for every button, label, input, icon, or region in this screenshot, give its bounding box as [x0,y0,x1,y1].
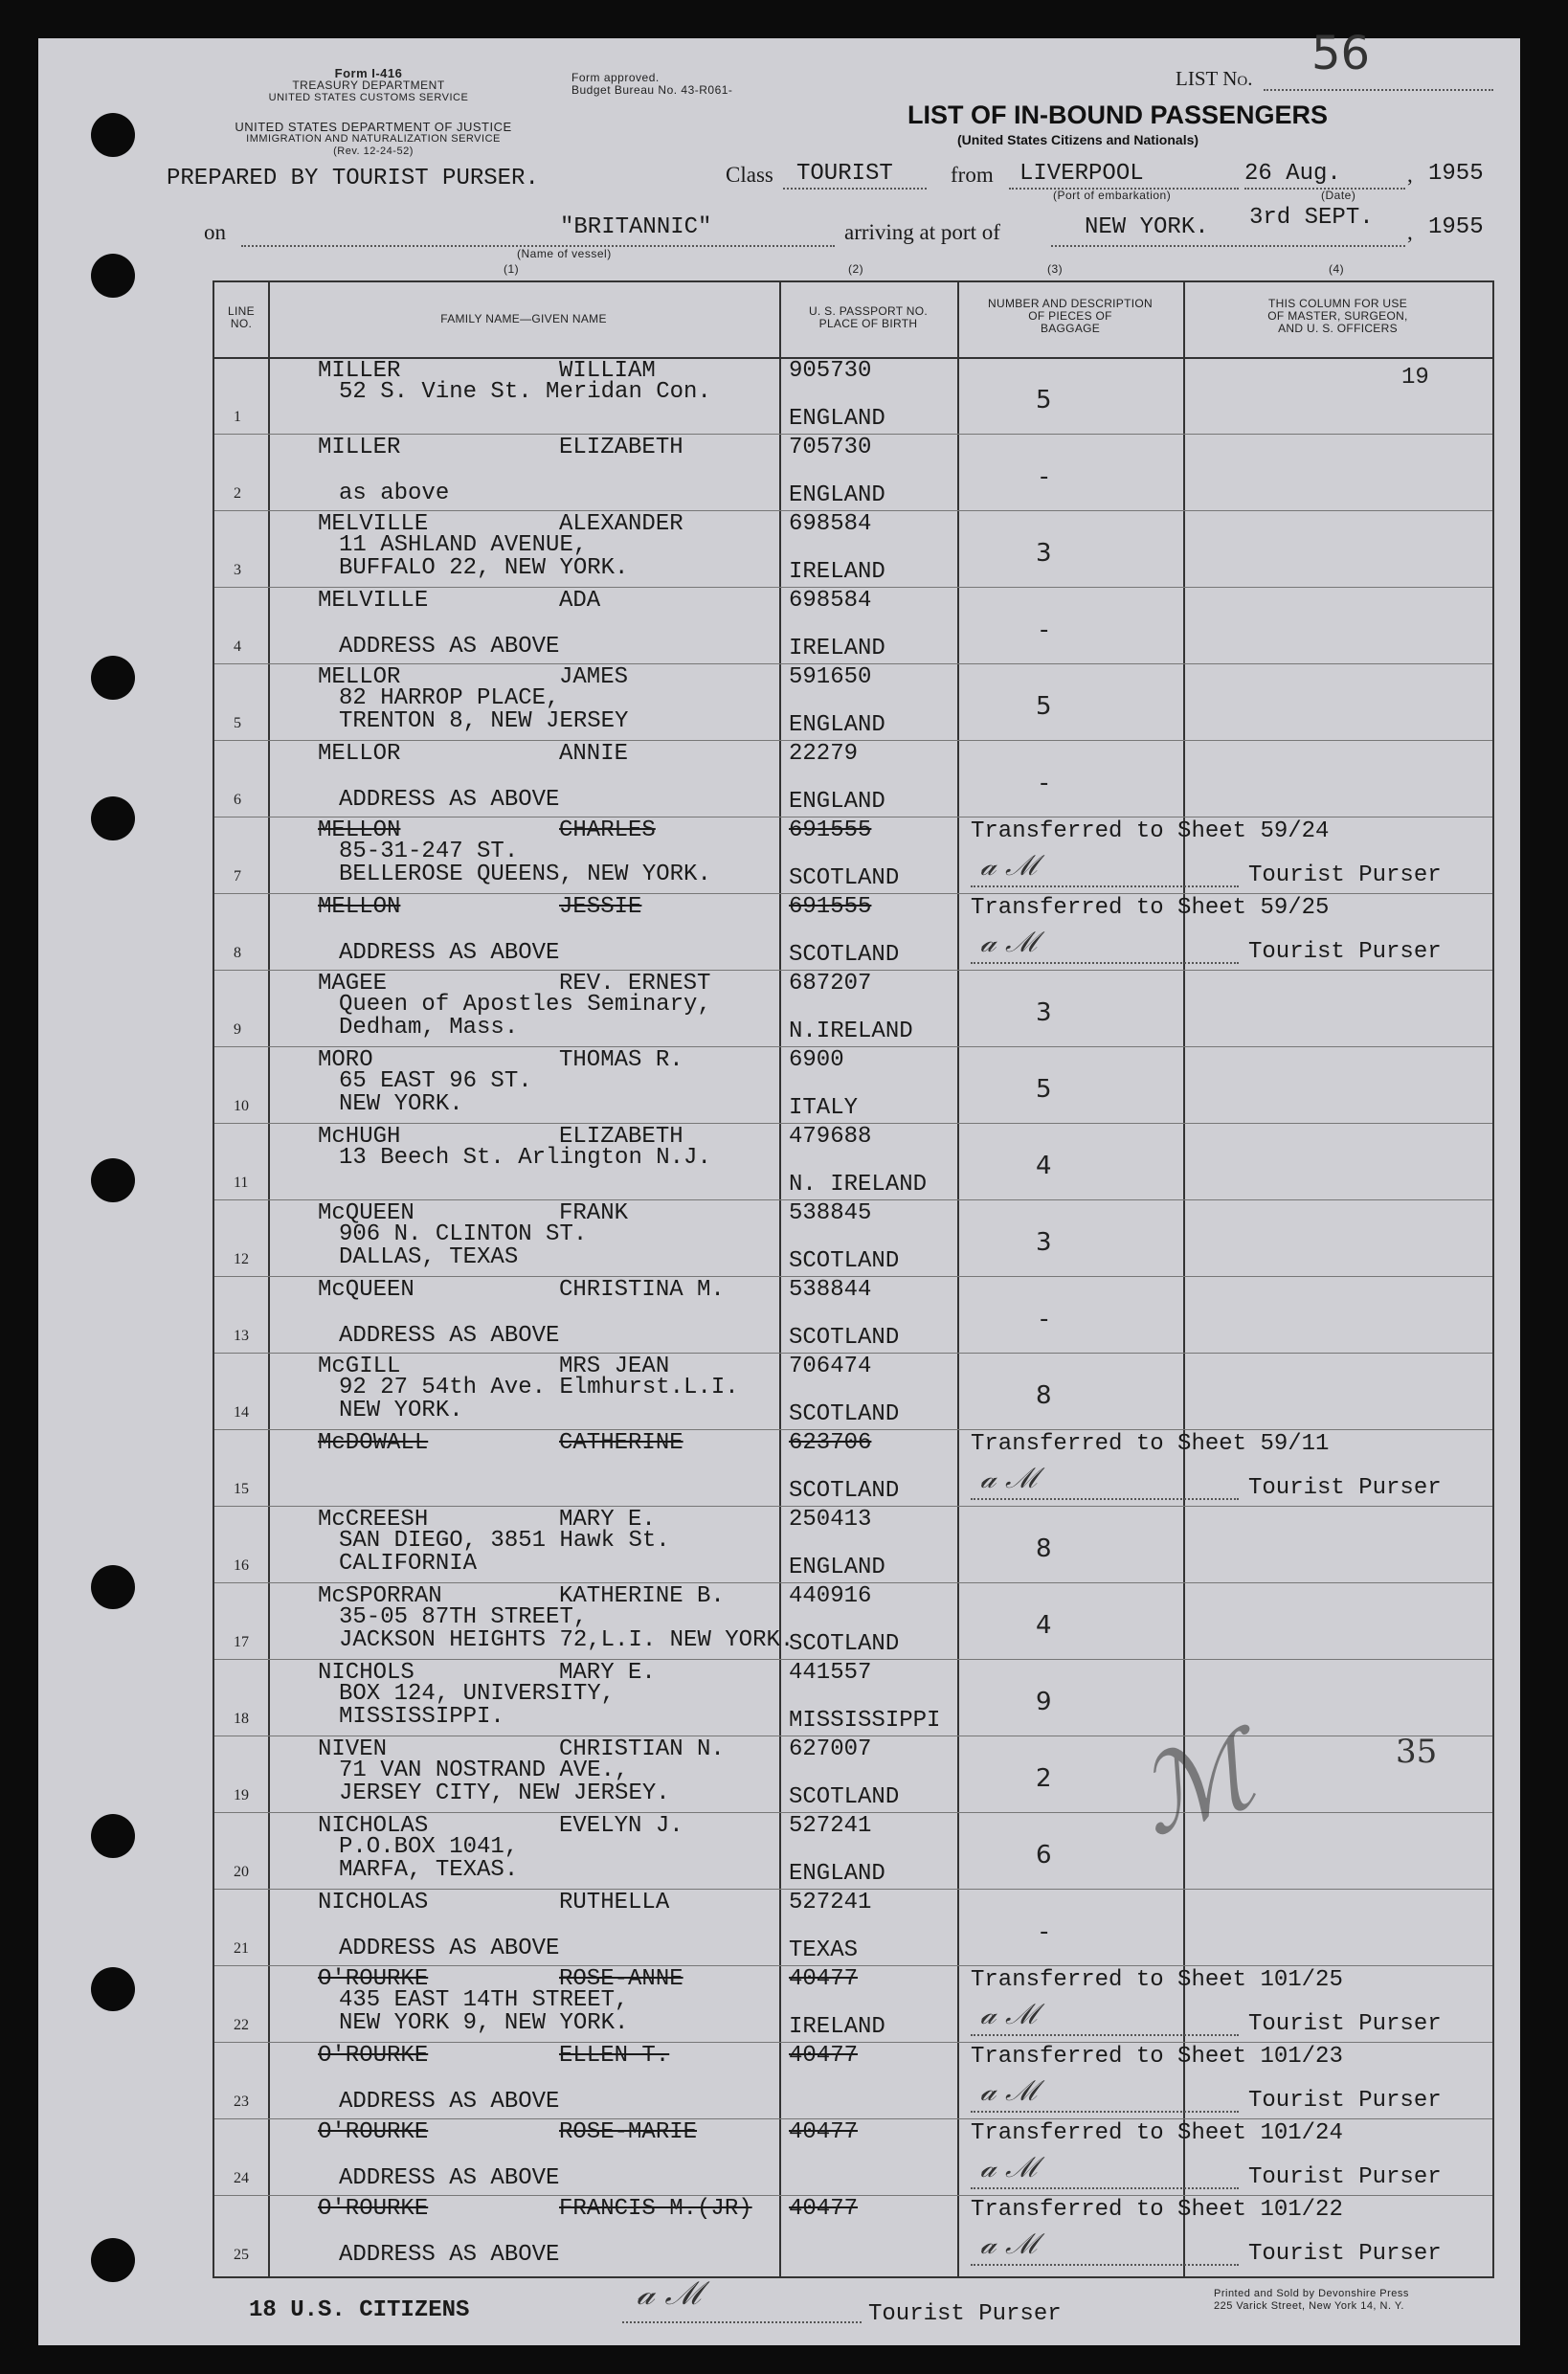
family-name: McQUEEN [318,1200,414,1226]
given-name: ROSE-MARIE [559,2119,698,2145]
given-name: WILLIAM [559,358,656,384]
passport-number: 591650 [789,664,872,690]
form-id: Form I-416 [334,66,403,80]
place-of-birth: SCOTLAND [789,865,900,891]
given-name: RUTHELLA [559,1890,670,1915]
col-divider [779,282,781,2276]
given-name: ROSE-ANNE [559,1966,683,1992]
line-number: 3 [234,562,241,578]
place-of-birth: MISSISSIPPI [789,1708,941,1734]
vessel-name: "BRITANNIC" [560,214,712,240]
passport-number: 705730 [789,435,872,460]
form-approved: Form approved. [571,71,660,84]
revision-date: (Rev. 12-24-52) [333,146,414,157]
passport-number: 623706 [789,1430,872,1456]
col-divider [268,282,270,2276]
given-name: KATHERINE B. [559,1583,725,1609]
purser-label: Tourist Purser [1248,939,1442,965]
departure-date: 26 Aug. [1244,161,1341,187]
family-name: MELLOR [318,664,401,690]
passport-number: 441557 [789,1660,872,1686]
passport-number: 250413 [789,1507,872,1533]
binder-hole [91,113,135,157]
place-of-birth: ENGLAND [789,789,885,815]
family-name: MELLON [318,894,401,920]
place-of-birth: SCOTLAND [789,1248,900,1274]
printer-line-1: Printed and Sold by Devonshire Press [1214,2288,1409,2299]
binder-hole [91,2238,135,2282]
col-number-4: (4) [1329,262,1345,276]
address-line: DALLAS, TEXAS [339,1244,519,1270]
line-number: 9 [234,1021,241,1038]
family-name: MILLER [318,358,401,384]
line-number: 25 [234,2247,249,2263]
place-of-birth: ENGLAND [789,482,885,508]
transfer-note: Transferred to Sheet 59/11 [971,1431,1330,1457]
address-line: P.O.BOX 1041, [339,1834,519,1860]
line-number: 17 [234,1634,249,1650]
line-number: 2 [234,485,241,502]
arrival-date: 3rd SEPT. [1249,205,1374,231]
purser-label: Tourist Purser [1248,2164,1442,2190]
purser-signature-line [971,885,1239,887]
line-number: 8 [234,945,241,961]
address-line: 65 EAST 96 ST. [339,1068,532,1094]
vessel-caption: (Name of vessel) [517,247,612,260]
given-name: CHARLES [559,817,656,843]
line-number: 16 [234,1557,249,1574]
header-passport: U. S. PASSPORT NO. PLACE OF BIRTH [808,304,929,330]
class-value: TOURIST [796,161,893,187]
line-number: 13 [234,1328,249,1344]
handwritten-signature: ℳ [1123,1708,1268,1861]
passenger-table [213,280,1494,2278]
purser-signature-line [971,962,1239,964]
place-of-birth: SCOTLAND [789,1784,900,1810]
binder-hole [91,656,135,700]
line-number: 21 [234,1940,249,1957]
passport-number: 691555 [789,817,872,843]
given-name: ALEXANDER [559,511,683,537]
line-number: 23 [234,2094,249,2110]
baggage-count: 5 [1036,692,1052,721]
binder-hole [91,796,135,840]
baggage-count: 3 [1036,998,1052,1027]
line-number: 15 [234,1481,249,1497]
baggage-count: 4 [1036,1611,1052,1640]
binder-hole [91,254,135,298]
col-number-1: (1) [504,262,520,276]
treasury-dept: TREASURY DEPARTMENT [292,78,445,92]
given-name: ELLEN T. [559,2043,670,2069]
address-line: ADDRESS AS ABOVE [339,1936,560,1961]
transfer-note: Transferred to Sheet 101/24 [971,2120,1343,2146]
purser-signature-line [971,2187,1239,2189]
purser-signature-line [971,2034,1239,2036]
address-line: ADDRESS AS ABOVE [339,634,560,660]
date-caption: (Date) [1321,189,1356,202]
purser-label: Tourist Purser [1248,2088,1442,2114]
doj-title: UNITED STATES DEPARTMENT OF JUSTICE [235,120,512,134]
family-name: MELLON [318,817,401,843]
passport-number: 6900 [789,1047,844,1073]
address-line: 71 VAN NOSTRAND AVE., [339,1758,629,1783]
purser-label: Tourist Purser [1248,1475,1442,1501]
address-line: TRENTON 8, NEW JERSEY [339,708,629,734]
given-name: ELIZABETH [559,435,683,460]
ins-title: IMMIGRATION AND NATURALIZATION SERVICE [246,133,501,145]
address-line: as above [339,481,450,506]
departure-year: 1955 [1428,161,1484,187]
line-number: 4 [234,638,241,655]
year2-comma: , [1407,220,1413,244]
family-name: MAGEE [318,971,388,997]
family-name: McHUGH [318,1124,401,1150]
purser-label: Tourist Purser [1248,862,1442,888]
form-header-left [230,67,507,104]
passport-number: 687207 [789,971,872,997]
place-of-birth: ENGLAND [789,406,885,432]
line-number: 12 [234,1251,249,1267]
binder-hole [91,1814,135,1858]
given-name: ELIZABETH [559,1124,683,1150]
baggage-count: 6 [1036,1841,1052,1870]
budget-bureau: Budget Bureau No. 43-R061- [571,83,733,97]
family-name: MORO [318,1047,373,1073]
address-line: NEW YORK. [339,1398,463,1423]
line-number: 20 [234,1864,249,1880]
given-name: ADA [559,588,601,614]
passport-number: 698584 [789,511,872,537]
family-name: McCREESH [318,1507,429,1533]
given-name: MRS JEAN [559,1354,670,1379]
line-number: 19 [234,1787,249,1803]
place-of-birth: SCOTLAND [789,1325,900,1351]
address-line: ADDRESS AS ABOVE [339,2165,560,2191]
passport-number: 40477 [789,2119,859,2145]
given-name: MARY E. [559,1507,656,1533]
address-line: ADDRESS AS ABOVE [339,2089,560,2115]
place-of-birth: ENGLAND [789,712,885,738]
passport-number: 538844 [789,1277,872,1303]
from-label: from [951,163,994,187]
place-of-birth: N.IRELAND [789,1019,913,1044]
address-line: ADDRESS AS ABOVE [339,2242,560,2268]
baggage-count: 2 [1036,1764,1052,1793]
given-name: JESSIE [559,894,642,920]
family-name: O'ROURKE [318,1966,429,1992]
line-number: 22 [234,2017,249,2033]
line-number: 24 [234,2170,249,2186]
line-number: 11 [234,1175,249,1191]
transfer-note: Transferred to Sheet 59/24 [971,818,1330,844]
form-approval [571,72,732,97]
prepared-by: PREPARED BY TOURIST PURSER. [167,166,539,191]
passport-number: 527241 [789,1813,872,1839]
baggage-count: - [1040,1305,1049,1333]
baggage-count: - [1040,769,1049,797]
address-line: Dedham, Mass. [339,1015,519,1041]
on-label: on [204,220,226,244]
family-name: O'ROURKE [318,2119,429,2145]
place-of-birth: SCOTLAND [789,1631,900,1657]
family-name: MELVILLE [318,588,429,614]
address-line: MISSISSIPPI. [339,1704,504,1730]
line-number: 10 [234,1098,249,1114]
family-name: NICHOLAS [318,1890,429,1915]
arrival-line [1051,245,1405,247]
passport-number: 479688 [789,1124,872,1150]
purser-signature: 𝒶 ℳ [980,1462,1038,1495]
given-name: REV. ERNEST [559,971,711,997]
passport-number: 627007 [789,1736,872,1762]
address-line: 11 ASHLAND AVENUE, [339,532,588,558]
place-of-birth: ENGLAND [789,1861,885,1887]
line-number: 14 [234,1404,249,1421]
baggage-count: 8 [1036,1534,1052,1563]
family-name: McGILL [318,1354,401,1379]
arrival-year: 1955 [1428,214,1484,240]
address-line: 35-05 87TH STREET, [339,1604,588,1630]
line-number: 5 [234,715,241,731]
baggage-count: 4 [1036,1152,1052,1180]
baggage-count: 8 [1036,1381,1052,1410]
line-number: 1 [234,409,241,425]
family-name: McDOWALL [318,1430,429,1456]
place-of-birth: SCOTLAND [789,1478,900,1504]
passport-number: 527241 [789,1890,872,1915]
place-of-birth: IRELAND [789,636,885,661]
passport-number: 22279 [789,741,859,767]
purser-signature: 𝒶 ℳ [980,2151,1038,2184]
address-line: BELLEROSE QUEENS, NEW YORK. [339,862,711,887]
baggage-count: 3 [1036,1228,1052,1257]
given-name: THOMAS R. [559,1047,683,1073]
header-officers: THIS COLUMN FOR USE OF MASTER, SURGEON, AND U. S. OFFICERS [1267,297,1408,335]
given-name: EVELYN J. [559,1813,683,1839]
printer-imprint [1214,2288,1409,2313]
family-name: NIVEN [318,1736,388,1762]
passport-number: 40477 [789,1966,859,1992]
footer-purser: Tourist Purser [868,2301,1062,2327]
address-line: 13 Beech St. Arlington N.J. [339,1145,711,1171]
baggage-count: - [1040,462,1049,491]
line-number: 18 [234,1711,249,1727]
purser-signature: 𝒶 ℳ [980,2228,1038,2261]
passport-number: 706474 [789,1354,872,1379]
col-divider [957,282,959,2276]
address-line: ADDRESS AS ABOVE [339,787,560,813]
given-name: CATHERINE [559,1430,683,1456]
purser-signature: 𝒶 ℳ [637,2274,702,2313]
address-line: CALIFORNIA [339,1551,478,1577]
arrival-port: NEW YORK. [1085,214,1209,240]
margin-note: 35 [1396,1733,1438,1771]
given-name: JAMES [559,664,629,690]
purser-signature: 𝒶 ℳ [980,926,1038,959]
place-of-birth: IRELAND [789,2014,885,2040]
family-name: MELLOR [318,741,401,767]
sheet-number: 56 [1311,27,1371,80]
given-name: MARY E. [559,1660,656,1686]
header-line-no: LINE NO. [228,304,255,330]
address-line: 435 EAST 14TH STREET, [339,1987,629,2013]
place-of-birth: IRELAND [789,559,885,585]
arriving-label: arriving at port of [844,220,1000,244]
address-line: BOX 124, UNIVERSITY, [339,1681,616,1707]
family-name: O'ROURKE [318,2196,429,2222]
place-of-birth: ITALY [789,1095,859,1121]
list-no-label: LIST No. [1176,67,1253,90]
family-name: MILLER [318,435,401,460]
baggage-count: - [1040,616,1049,644]
place-of-birth: TEXAS [789,1937,859,1963]
baggage-count: 3 [1036,539,1052,568]
list-no-line [1264,89,1493,91]
address-line: ADDRESS AS ABOVE [339,940,560,966]
purser-label: Tourist Purser [1248,2011,1442,2037]
place-of-birth: SCOTLAND [789,1401,900,1427]
list-title: LIST OF IN-BOUND PASSENGERS [907,101,1329,129]
baggage-count: 5 [1036,1075,1052,1104]
line-number: 6 [234,792,241,808]
family-name: O'ROURKE [318,2043,429,2069]
class-label: Class [726,163,773,187]
line-number: 7 [234,868,241,885]
purser-signature-line [971,1498,1239,1500]
header-baggage: NUMBER AND DESCRIPTION OF PIECES OF BAGGAGE [988,297,1153,335]
purser-line [622,2321,862,2323]
family-name: NICHOLAS [318,1813,429,1839]
family-name: McQUEEN [318,1277,414,1303]
binder-hole [91,1565,135,1609]
family-name: NICHOLS [318,1660,414,1686]
col-number-2: (2) [848,262,864,276]
address-line: 85-31-247 ST. [339,839,519,864]
year-comma: , [1407,163,1413,187]
col-number-3: (3) [1047,262,1064,276]
given-name: CHRISTIAN N. [559,1736,725,1762]
address-line: Queen of Apostles Seminary, [339,992,711,1018]
transfer-note: Transferred to Sheet 101/23 [971,2044,1343,2070]
passport-number: 40477 [789,2043,859,2069]
address-line: 82 HARROP PLACE, [339,685,560,711]
place-of-birth: SCOTLAND [789,942,900,968]
binder-hole [91,1158,135,1202]
port-caption: (Port of embarkation) [1053,189,1172,202]
printer-line-2: 225 Varick Street, New York 14, N. Y. [1214,2300,1404,2312]
passport-number: 440916 [789,1583,872,1609]
header-name: FAMILY NAME—GIVEN NAME [440,312,607,325]
transfer-note: Transferred to Sheet 59/25 [971,895,1330,921]
purser-signature: 𝒶 ℳ [980,1998,1038,2031]
place-of-birth: ENGLAND [789,1555,885,1580]
passport-number: 698584 [789,588,872,614]
row-divider [214,1046,1492,1047]
transfer-note: Transferred to Sheet 101/22 [971,2197,1343,2223]
family-name: MELVILLE [318,511,429,537]
address-line: NEW YORK 9, NEW YORK. [339,2010,629,2036]
citizens-count: 18 U.S. CITIZENS [249,2297,470,2323]
address-line: SAN DIEGO, 3851 Hawk St. [339,1528,670,1554]
address-line: MARFA, TEXAS. [339,1857,519,1883]
class-line [783,188,927,190]
baggage-count: 5 [1036,386,1052,414]
address-line: BUFFALO 22, NEW YORK. [339,555,629,581]
address-line: JERSEY CITY, NEW JERSEY. [339,1780,670,1806]
passport-number: 905730 [789,358,872,384]
purser-signature-line [971,2264,1239,2266]
given-name: CHRISTINA M. [559,1277,725,1303]
purser-signature: 𝒶 ℳ [980,849,1038,883]
passport-number: 538845 [789,1200,872,1226]
address-line: 52 S. Vine St. Meridan Con. [339,379,711,405]
doj-block [196,121,550,158]
baggage-count: 9 [1036,1688,1052,1716]
transfer-note: Transferred to Sheet 101/25 [971,1967,1343,1993]
list-subtitle: (United States Citizens and Nationals) [957,132,1199,147]
given-name: FRANCIS M.(JR) [559,2196,752,2222]
address-line: 92 27 54th Ave. Elmhurst.L.I. [339,1375,739,1400]
officer-note: 19 [1401,365,1429,391]
baggage-count: - [1040,1917,1049,1946]
family-name: McSPORRAN [318,1583,442,1609]
given-name: FRANK [559,1200,629,1226]
address-line: 906 N. CLINTON ST. [339,1221,588,1247]
purser-label: Tourist Purser [1248,2241,1442,2267]
purser-signature: 𝒶 ℳ [980,2074,1038,2108]
customs-service: UNITED STATES CUSTOMS SERVICE [268,92,469,103]
given-name: ANNIE [559,741,629,767]
place-of-birth: N. IRELAND [789,1172,928,1198]
binder-hole [91,1967,135,2011]
address-line: JACKSON HEIGHTS 72,L.I. NEW YORK. [339,1627,795,1653]
address-line: ADDRESS AS ABOVE [339,1323,560,1349]
passport-number: 40477 [789,2196,859,2222]
purser-signature-line [971,2111,1239,2113]
from-value: LIVERPOOL [1019,161,1144,187]
address-line: NEW YORK. [339,1091,463,1117]
passport-number: 691555 [789,894,872,920]
